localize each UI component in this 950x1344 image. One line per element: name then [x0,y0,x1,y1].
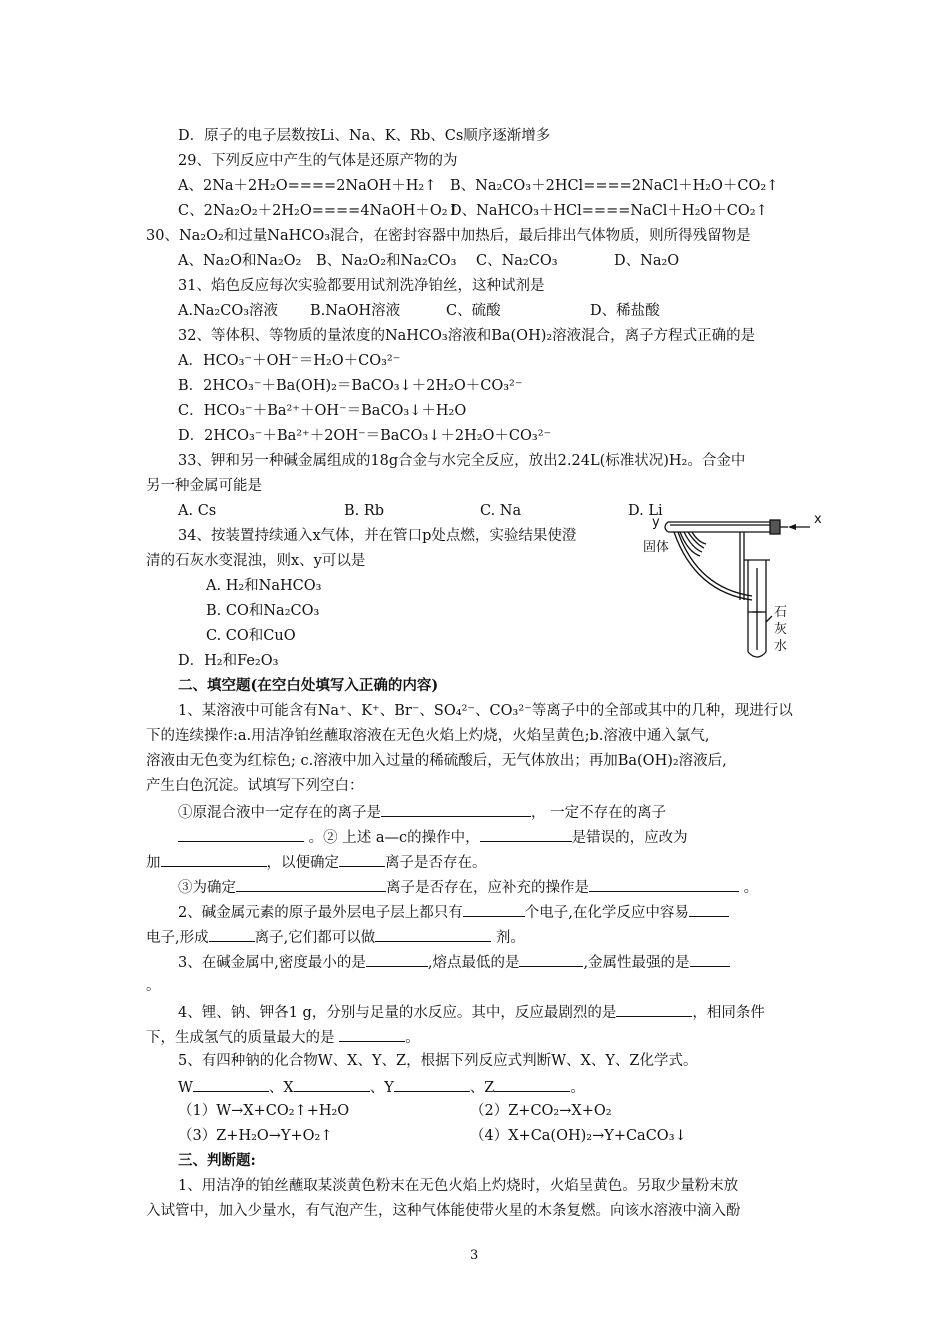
answer-blank[interactable] [178,826,304,842]
fill1-sub4-text3: 。 [743,880,759,896]
q29-option-c: C、2Na₂O₂＋2H₂O====4NaOH＋O₂↑ [178,203,460,219]
q30-option-b: B、Na₂O₂和Na₂CO₃ [316,253,457,269]
q33-stem-line1: 33、钾和另一种碱金属组成的18g合金与水完全反应，放出2.24L(标准状况)H₂。合金中 [178,453,746,469]
fill5-x: 、X [268,1080,294,1096]
q34-stem-line2: 清的石灰水变混浊，则x、y可以是 [146,553,366,569]
fill5-z: 、Z [469,1080,495,1096]
judge1-line2: 入试管中，加入少量水，有气泡产生，这种气体能使带火星的木条复燃。向该水溶液中滴入酚 [146,1203,741,1219]
fill2-text3: 电子,形成 [146,930,209,946]
answer-blank[interactable] [193,1076,269,1092]
q29-option-d: D、NaHCO₃＋HCl====NaCl＋H₂O＋CO₂↑ [450,203,768,219]
fill3-text2: ,熔点最低的是 [427,955,520,971]
fill2-text2: 个电子,在化学反应中容易 [524,905,689,921]
q34-option-b: B. CO和Na₂CO₃ [206,603,320,619]
answer-blank[interactable] [161,851,267,867]
fill5-reaction-4: （4）X+Ca(OH)₂→Y+CaCO₃↓ [470,1128,687,1144]
judge1-line1: 1、用洁净的铂丝蘸取某淡黄色粉末在无色火焰上灼烧时，火焰呈黄色。另取少量粉末放 [178,1178,739,1194]
answer-blank[interactable] [339,851,385,867]
q33-option-a: A. Cs [178,503,217,519]
q30-option-d: D、Na₂O [614,253,680,269]
q32-option-d: D．2HCO₃⁻＋Ba²⁺＋2OH⁻＝BaCO₃↓＋2H₂O＋CO₃²⁻ [178,428,552,444]
section2-title: 二、填空题(在空白处填写入正确的内容) [178,677,439,694]
label-lime-1: 石 [774,605,788,620]
fill4-line1 [178,1001,765,1023]
fill1-line3: 溶液由无色变为红棕色; c.溶液中加入过量的稀硫酸后，无气体放出；再加Ba(OH)₂溶液后, [146,753,727,769]
answer-blank[interactable] [689,901,729,917]
fill5-reaction-3: （3）Z+H₂O→Y+O₂↑ [178,1128,333,1144]
answer-blank[interactable] [494,1076,570,1092]
q32-option-c: C．HCO₃⁻＋Ba²⁺＋OH⁻＝BaCO₃↓＋H₂O [178,403,467,419]
fill1-sub1 [178,801,666,823]
q32-option-a: A．HCO₃⁻＋OH⁻＝H₂O＋CO₃²⁻ [178,353,401,369]
q33-stem-line2: 另一种金属可能是 [146,478,262,494]
fill1-sub4-text2: 离子是否存在，应补充的操作是 [386,880,589,896]
answer-blank[interactable] [236,876,386,892]
fill4-text: 4、锂、钠、钾各1 g，分别与足量的水反应。其中，反应最剧烈的是 [178,1005,617,1021]
fill1-sub1-text2: ， 一定不存在的离子 [531,805,667,821]
label-lime-3: 水 [774,639,788,654]
label-solid: 固体 [643,540,670,555]
q31-stem: 31、焰色反应每次实验都要用试剂洗净铂丝，这种试剂是 [178,278,545,294]
answer-blank[interactable] [339,1026,405,1042]
answer-blank[interactable] [209,926,255,942]
fill3-text3: ,金属性最强的是 [583,955,690,971]
fill1-sub3-text2: ，以便确定 [266,855,339,871]
fill1-line1: 1、某溶液中可能含有Na⁺、K⁺、Br⁻、SO₄²⁻、CO₃²⁻等离子中的全部或其中的几种，现进行以 [178,703,793,719]
answer-blank[interactable] [589,876,739,892]
q33-option-c: C. Na [480,503,522,519]
label-lime-2: 灰 [774,622,788,637]
answer-blank[interactable] [690,951,730,967]
fill2-line1 [178,901,729,923]
q28-option-d: D．原子的电子层数按Li、Na、K、Rb、Cs顺序逐渐增多 [178,128,551,144]
q32-stem: 32、等体积、等物质的量浓度的NaHCO₃溶液和Ba(OH)₂溶液混合，离子方程式正确的是 [178,328,756,344]
q33-option-d: D. Li [628,503,663,519]
answer-blank[interactable] [519,951,583,967]
fill2-text4: 离子,它们都可以做 [254,930,376,946]
apparatus-diagram [640,512,822,662]
q30-stem: 30、Na₂O₂和过量NaHCO₃混合，在密封容器中加热后，最后排出气体物质，则所得残留物是 [146,228,751,244]
fill2-text5: 剂。 [495,930,525,946]
fill1-sub3-text3: 离子是否存在。 [385,855,487,871]
fill4-text2: ，相同条件 [692,1005,765,1021]
fill1-sub2-text2: 是错误的，应改为 [571,830,688,846]
q31-option-b: B.NaOH溶液 [310,303,401,319]
fill4-text4: 。 [405,1030,420,1046]
q33-option-b: B. Rb [344,503,385,519]
q29-option-a: A、2Na＋2H₂O====2NaOH＋H₂↑ [178,178,437,194]
q29-stem: 29、下列反应中产生的气体是还原产物的为 [178,153,458,169]
fill2-line2 [146,926,525,948]
q32-option-b: B．2HCO₃⁻＋Ba(OH)₂＝BaCO₃↓＋2H₂O＋CO₃²⁻ [178,378,523,394]
answer-blank[interactable] [381,801,531,817]
answer-blank[interactable] [366,951,428,967]
fill5-reaction-2: （2）Z+CO₂→X+O₂ [470,1103,612,1119]
fill1-sub1-text: ①原混合液中一定存在的离子是 [178,805,381,821]
fill4-line2 [146,1026,420,1048]
fill5-end: 。 [570,1080,585,1096]
q30-option-a: A、Na₂O和Na₂O₂ [178,253,302,269]
fill3-line2: 。 [146,978,161,994]
q29-option-b: B、Na₂CO₃＋2HCl====2NaCl＋H₂O＋CO₂↑ [450,178,779,194]
fill1-sub4 [178,876,758,898]
fill4-text3: 下，生成氢气的质量最大的是 [146,1030,340,1046]
section3-title: 三、判断题: [178,1152,256,1169]
q34-option-d: D．H₂和Fe₂O₃ [178,653,279,669]
q34-option-c: C. CO和CuO [206,628,296,644]
answer-blank[interactable] [294,1076,370,1092]
answer-blank[interactable] [375,926,491,942]
fill3-text: 3、在碱金属中,密度最小的是 [178,955,366,971]
label-x: x [814,512,822,527]
answer-blank[interactable] [616,1001,692,1017]
q31-option-a: A.Na₂CO₃溶液 [178,303,279,319]
answer-blank[interactable] [463,901,525,917]
fill5-w: W [178,1080,193,1096]
answer-blank[interactable] [394,1076,470,1092]
answer-blank[interactable] [480,826,572,842]
fill1-sub2-text: 。② 上述 a—c的操作中， [308,830,480,846]
page-number: 3 [470,1248,479,1263]
fill2-text: 2、碱金属元素的原子最外层电子层上都只有 [178,905,463,921]
fill1-line4: 产生白色沉淀。试填写下列空白： [146,778,364,794]
label-y: y [652,515,660,530]
fill5-stem: 5、有四种钠的化合物W、X、Y、Z，根据下列反应式判断W、X、Y、Z化学式。 [178,1053,698,1069]
fill1-sub4-text: ③为确定 [178,880,236,896]
fill1-sub3 [146,851,487,873]
q31-option-d: D、稀盐酸 [590,303,660,319]
q30-option-c: C、Na₂CO₃ [476,253,558,269]
fill1-line2: 下的连续操作:a.用洁净铂丝蘸取溶液在无色火焰上灼烧，火焰呈黄色;b.溶液中通入氯气, [146,728,710,744]
fill1-sub3-text: 加 [146,855,161,871]
fill3-line1 [178,951,730,973]
fill5-reaction-1: （1）W→X+CO₂↑+H₂O [178,1103,350,1119]
fill5-blanks [178,1076,585,1098]
q34-stem-line1: 34、按装置持续通入x气体，并在管口p处点燃，实验结果使澄 [178,528,577,544]
fill5-y: 、Y [369,1080,394,1096]
q31-option-c: C、硫酸 [446,303,501,319]
fill1-sub2 [178,826,688,848]
q34-option-a: A. H₂和NaHCO₃ [206,578,322,594]
